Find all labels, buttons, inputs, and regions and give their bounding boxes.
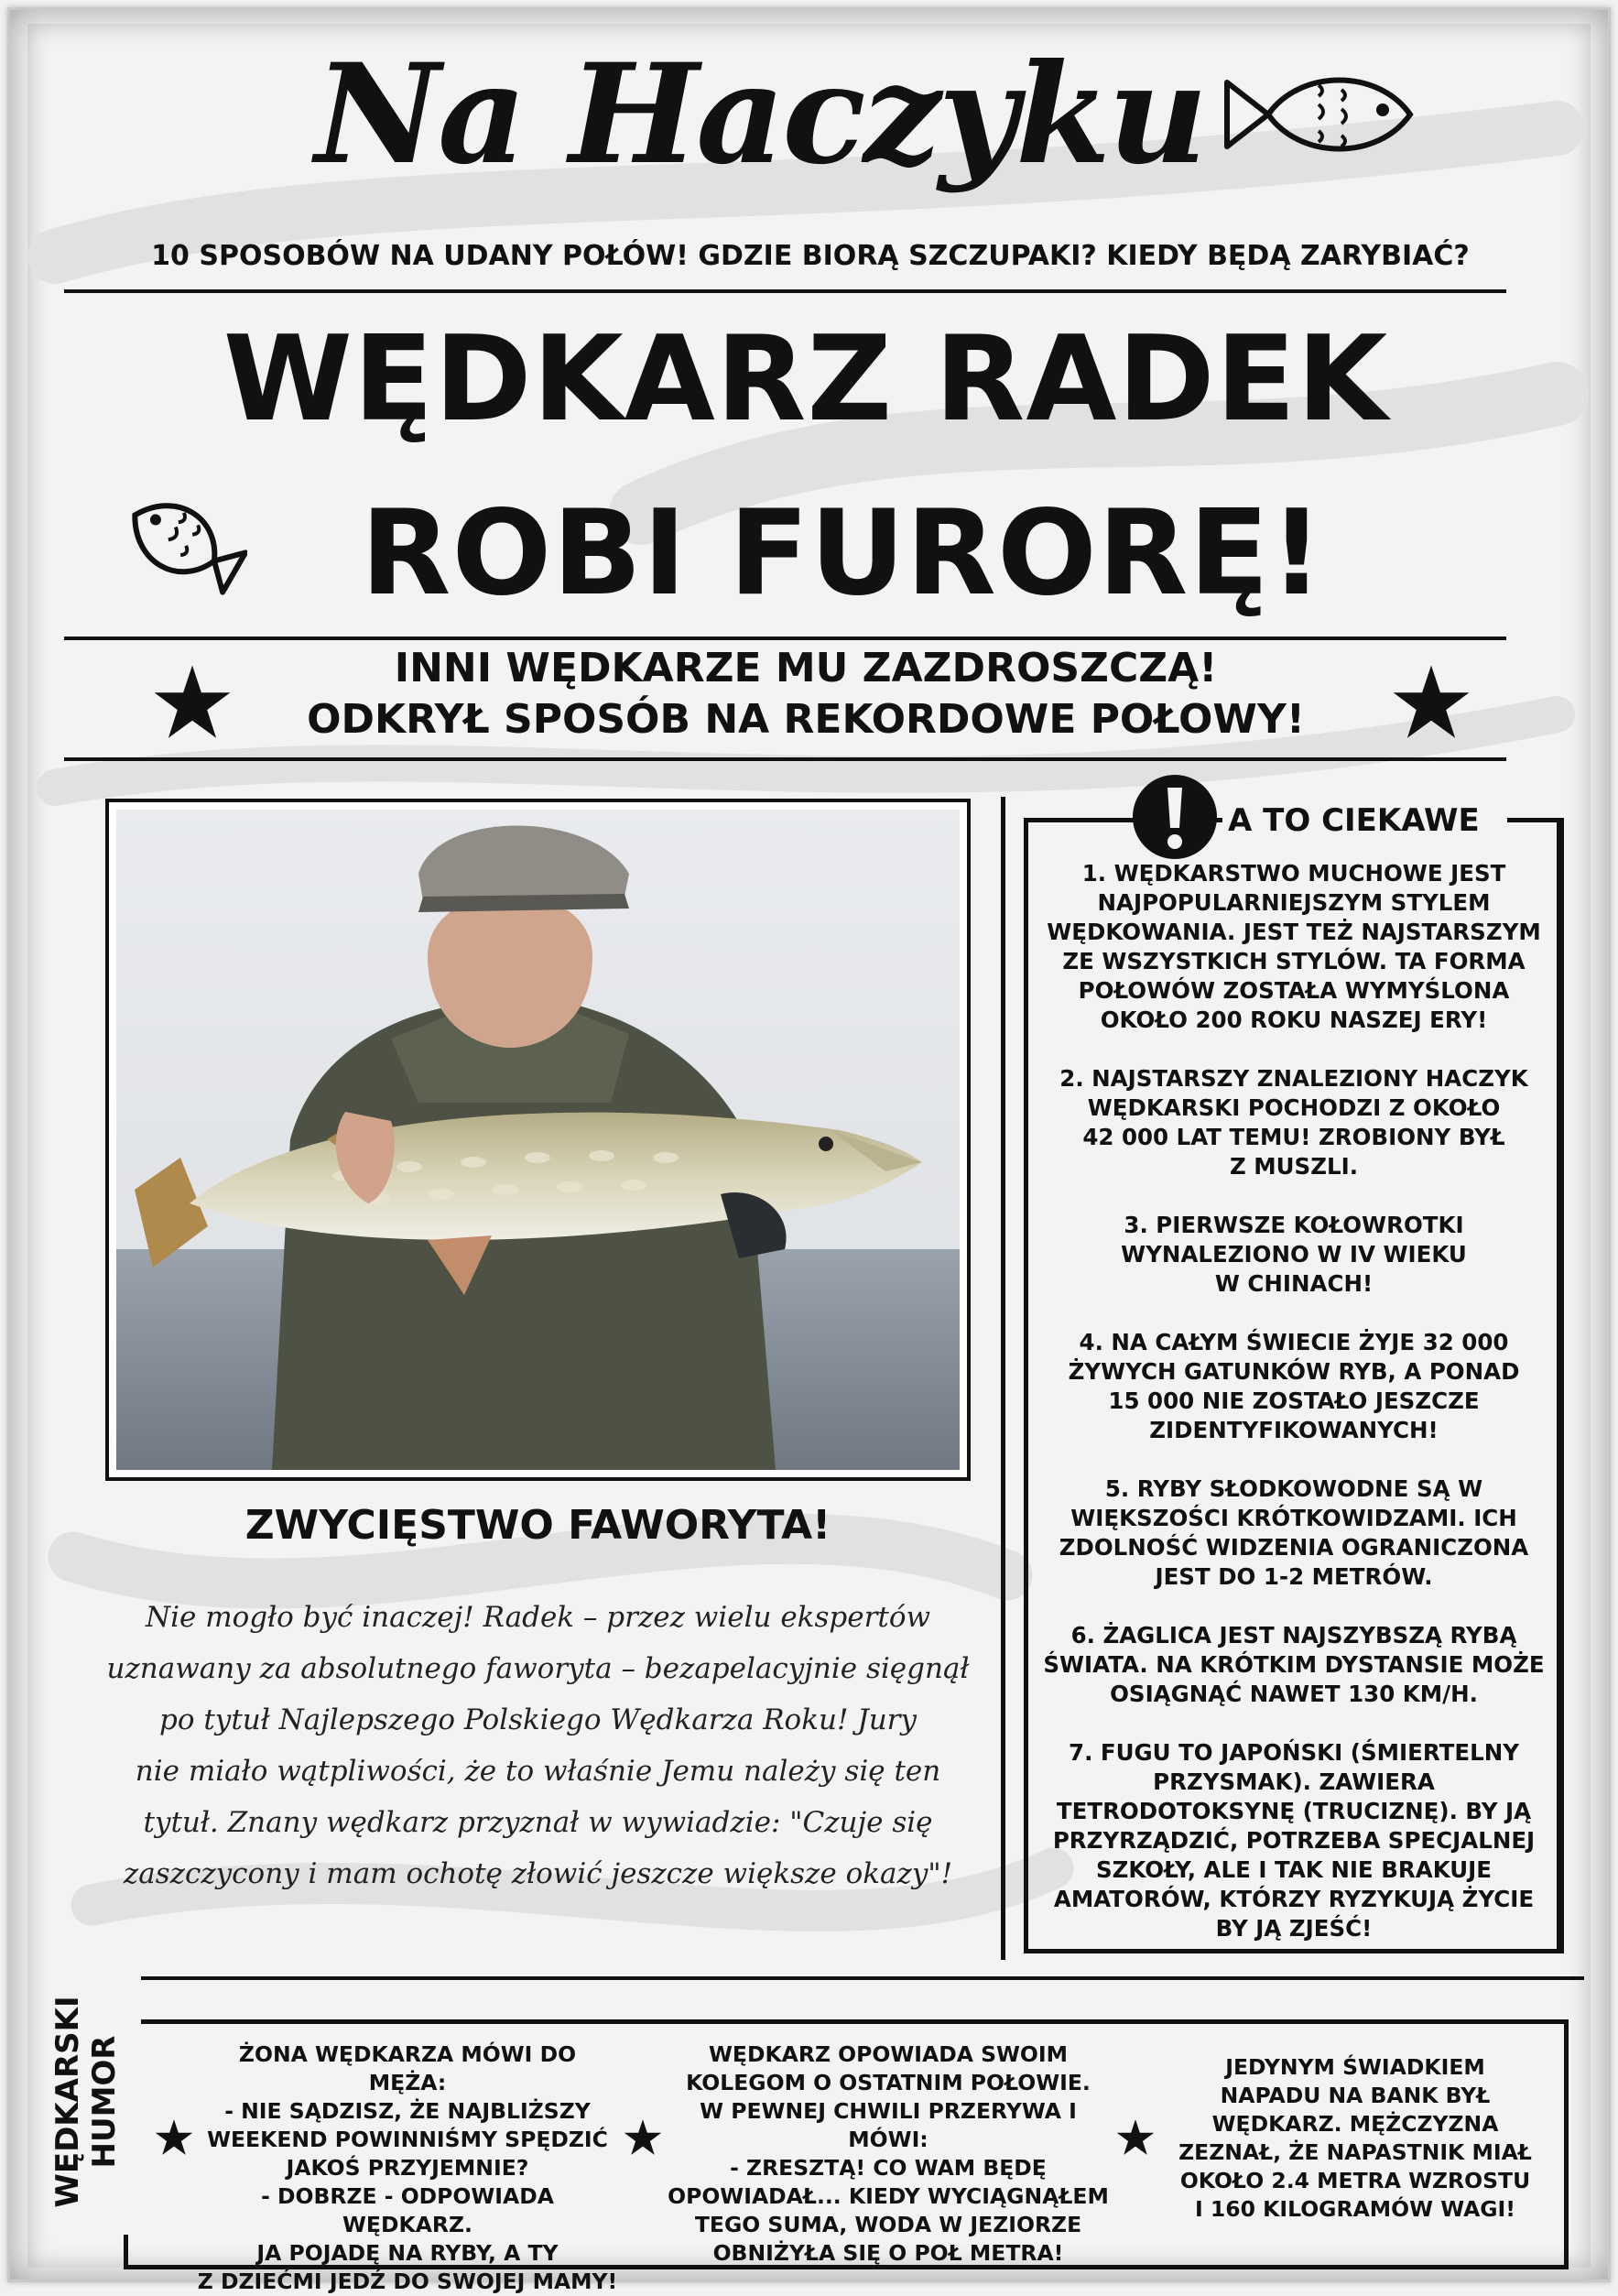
fact-line: BY JĄ ZJEŚĆ! [1215, 1915, 1373, 1942]
fact-item [1028, 1621, 1559, 1709]
joke-line: ŻONA WĘDKARZA MÓWI DO MĘŻA: [238, 2041, 577, 2095]
fact-line: Z MUSZLI. [1229, 1153, 1358, 1180]
star-icon [623, 2117, 663, 2158]
headline-line-2: ROBI FURORĘ! [360, 485, 1325, 622]
joke-1 [197, 2040, 618, 2296]
fact-line: 1. WĘDKARSTWO MUCHOWE JEST [1081, 860, 1506, 887]
kicker-line-2: ODKRYŁ SPOSÓB NA REKORDOWE POŁOWY! [307, 696, 1305, 743]
joke-line: Z DZIEĆMI JEDŹ DO SWOJEJ MAMY! [197, 2269, 618, 2294]
exclamation-icon [1129, 771, 1221, 863]
divider [64, 757, 1506, 761]
joke-line: WĘDKARZ. MĘŻCZYZNA [1211, 2111, 1499, 2137]
joke-line: TEGO SUMA, WODA W JEZIORZE [694, 2212, 1082, 2237]
kicker-line-1: INNI WĘDKARZE MU ZAZDROSZCZĄ! [394, 645, 1218, 691]
fact-line: OKOŁO 200 ROKU NASZEJ ERY! [1100, 1007, 1488, 1033]
fact-line: OSIĄGNĄĆ NAWET 130 KM/H. [1110, 1681, 1478, 1707]
masthead-title: Na Haczyku [314, 34, 1206, 195]
fact-line: WĘDKARSKI POCHODZI Z OKOŁO [1087, 1094, 1501, 1121]
fact-line: 42 000 LAT TEMU! ZROBIONY BYŁ [1082, 1124, 1505, 1150]
humor-label [49, 1969, 141, 2235]
divider [64, 637, 1506, 640]
fact-line: ŚWIATA. NA KRÓTKIM DYSTANSIE MOŻE [1043, 1651, 1545, 1678]
fact-item [1028, 1738, 1559, 1943]
fact-line: 2. NAJSTARSZY ZNALEZIONY HACZYK [1059, 1065, 1528, 1092]
joke-line: OPOWIADAŁ... KIEDY WYCIĄGNĄŁEM [668, 2183, 1109, 2209]
fact-line: TETRODOTOKSYNĘ (TRUCIZNĘ). BY JĄ [1056, 1798, 1532, 1824]
article-title: ZWYCIĘSTWO FAWORYTA! [244, 1502, 831, 1549]
fact-line: JEST DO 1-2 METRÓW. [1155, 1563, 1433, 1590]
column-divider [1001, 797, 1005, 1960]
fact-line: 6. ŻAGLICA JEST NAJSZYBSZĄ RYBĄ [1070, 1622, 1517, 1649]
joke-2 [664, 2040, 1113, 2268]
photo-illustration [116, 810, 960, 1470]
fact-item [1028, 1328, 1559, 1445]
fact-line: 4. NA CAŁYM ŚWIECIE ŻYJE 32 000 [1079, 1329, 1509, 1355]
fact-line: 5. RYBY SŁODKOWODNE SĄ W [1104, 1475, 1483, 1502]
joke-line: KOLEGOM O OSTATNIM POŁOWIE. [686, 2070, 1091, 2095]
divider [64, 289, 1506, 293]
article-line: tytuł. Znany wędkarz przyznał w wywiadzie: "Czuje się [143, 1806, 933, 1839]
fact-line: PRZYSMAK). ZAWIERA [1153, 1768, 1435, 1795]
joke-line: - ZRESZTĄ! CO WAM BĘDĘ [730, 2155, 1047, 2181]
headline-line-1: WĘDKARZ RADEK [223, 311, 1389, 448]
joke-line: W PEWNEJ CHWILI PRZERYWA I MÓWI: [700, 2098, 1077, 2152]
joke-line: JA POJADĘ NA RYBY, A TY [256, 2240, 559, 2266]
star-icon [1115, 2117, 1156, 2158]
fact-item [1028, 1474, 1559, 1592]
article-line: Nie mogło być inaczej! Radek – przez wielu ekspertów [145, 1601, 931, 1634]
kicker [229, 643, 1383, 745]
fact-item [1028, 859, 1559, 1035]
fish-icon [110, 481, 247, 600]
article-line: po tytuł Najlepszego Polskiego Wędkarza Roku! Jury [158, 1703, 918, 1736]
divider [64, 1976, 1584, 1980]
joke-line: NAPADU NA BANK BYŁ [1220, 2083, 1491, 2108]
star-icon [151, 661, 233, 744]
joke-3 [1158, 2053, 1552, 2224]
joke-line: ZEZNAŁ, ŻE NAPASTNIK MIAŁ [1178, 2139, 1532, 2165]
teaser-line: 10 SPOSOBÓW NA UDANY POŁÓW! GDZIE BIORĄ SZCZUPAKI? KIEDY BĘDĄ ZARYBIAĆ? [151, 240, 1470, 272]
joke-line: JEDYNYM ŚWIADKIEM [1225, 2054, 1485, 2080]
fact-line: WĘDKOWANIA. JEST TEŻ NAJSTARSZYM [1047, 919, 1541, 945]
facts-list [1028, 859, 1559, 1973]
joke-line: JAKOŚ PRZYJEMNIE? [286, 2155, 529, 2181]
fact-line: WYNALEZIONO W IV WIEKU [1121, 1241, 1467, 1268]
article-line: uznawany za absolutnego faworyta – bezapelacyjnie sięgnął [106, 1652, 970, 1685]
star-icon [154, 2117, 194, 2158]
main-photo [105, 799, 971, 1481]
joke-line: WEEKEND POWINNIŚMY SPĘDZIĆ [207, 2127, 608, 2152]
article-line: nie miało wątpliwości, że to właśnie Jemu należy się ten [135, 1755, 941, 1788]
humor-label-line: HUMOR [86, 2035, 123, 2169]
facts-title: A TO CIEKAWE [1222, 795, 1507, 846]
fact-line: NAJPOPULARNIEJSZYM STYLEM [1097, 889, 1491, 916]
joke-line: I 160 KILOGRAMÓW WAGI! [1194, 2196, 1516, 2222]
article-line: zaszczycony i mam ochotę złowić jeszcze większe okazy"! [123, 1857, 953, 1890]
fish-icon [1218, 64, 1419, 165]
fact-line: ŻYWYCH GATUNKÓW RYB, A PONAD [1068, 1358, 1520, 1385]
fact-line: AMATORÓW, KTÓRZY RYZYKUJĄ ŻYCIE [1053, 1886, 1535, 1912]
fact-line: ZIDENTYFIKOWANYCH! [1149, 1417, 1439, 1443]
fact-line: ZDOLNOŚĆ WIDZENIA OGRANICZONA [1059, 1534, 1529, 1561]
article-body [82, 1592, 994, 1899]
fact-line: ZE WSZYSTKICH STYLÓW. TA FORMA [1062, 948, 1526, 974]
joke-line: WĘDKARZ OPOWIADA SWOIM [708, 2041, 1069, 2067]
fact-item [1028, 1064, 1559, 1181]
fact-line: SZKOŁY, ALE I TAK NIE BRAKUJE [1095, 1856, 1493, 1883]
joke-line: - DOBRZE - ODPOWIADA WĘDKARZ. [261, 2183, 554, 2237]
humor-label-line: WĘDKARSKI [49, 1996, 86, 2208]
fact-line: PRZYRZĄDZIĆ, POTRZEBA SPECJALNEJ [1052, 1827, 1536, 1854]
fact-line: POŁOWÓW ZOSTAŁA WYMYŚLONA [1078, 977, 1510, 1004]
fact-item [1028, 1211, 1559, 1299]
star-icon [1390, 661, 1472, 744]
fact-line: 7. FUGU TO JAPOŃSKI (ŚMIERTELNY [1069, 1739, 1519, 1766]
fact-line: 15 000 NIE ZOSTAŁO JESZCZE [1108, 1387, 1480, 1414]
fact-line: W CHINACH! [1214, 1270, 1374, 1297]
joke-line: OKOŁO 2.4 METRA WZROSTU [1179, 2168, 1531, 2193]
joke-line: - NIE SĄDZISZ, ŻE NAJBLIŻSZY [224, 2098, 591, 2124]
fact-line: 3. PIERWSZE KOŁOWROTKI [1124, 1212, 1464, 1238]
joke-line: OBNIŻYŁA SIĘ O POŁ METRA! [712, 2240, 1064, 2266]
fact-line: WIĘKSZOŚCI KRÓTKOWIDZAMI. ICH [1070, 1505, 1517, 1531]
